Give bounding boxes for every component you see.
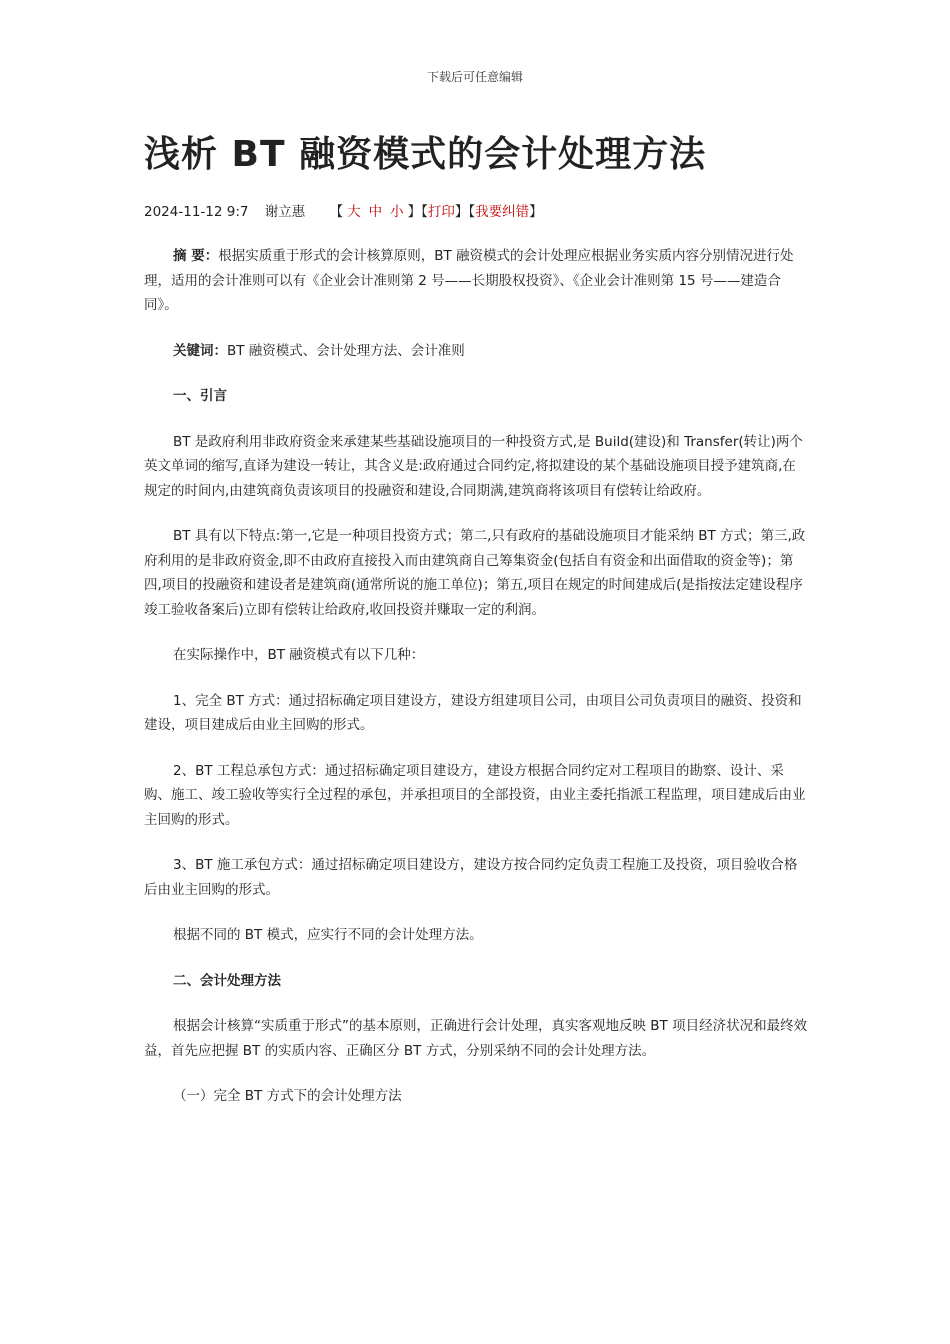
bracket-close: 】: [529, 204, 543, 220]
bracket-close: 】: [407, 204, 422, 220]
bracket-open: 【: [329, 204, 344, 220]
section-heading-introduction: 一、引言: [173, 388, 227, 404]
print-link[interactable]: 打印: [427, 204, 455, 220]
report-error-link[interactable]: 我要纠错: [475, 204, 530, 220]
font-size-small-link[interactable]: 小: [390, 204, 404, 220]
abstract-text: 根据实质重于形式的会计核算原则，BT 融资模式的会计处理应根据业务实质内容分别情况进行处理，适用的会计准则可以有《企业会计准则第 2 号——长期股权投资》、《企业会计准则第 15 号——建造合同》。: [144, 248, 794, 313]
abstract-paragraph: [144, 244, 808, 318]
bracket-open: 【: [468, 204, 476, 220]
header-note: 下载后可任意编辑: [426, 70, 523, 84]
bracket-open: 【: [421, 204, 428, 220]
intro-paragraph: BT 是政府利用非政府资金来承建某些基础设施项目的一种投资方式,是 Build(建设)和 Transfer(转让)两个英文单词的缩写,直译为建设一转让，其含义是:政府通过合同约定,将拟建设的某个基础设施项目授予建筑商,在规定的时间内,由建筑商负责该项目的投融资和建设,合同期满,建筑商将该项目有偿转让给政府。: [144, 433, 803, 499]
types-intro-paragraph: 在实际操作中，BT 融资模式有以下几种：: [173, 647, 425, 663]
subsection-heading-full-bt: （一）完全 BT 方式下的会计处理方法: [173, 1088, 402, 1104]
keywords-label: 关键词：: [173, 342, 227, 359]
features-paragraph: BT 具有以下特点:第一,它是一种项目投资方式；第二,只有政府的基础设施项目才能采纳 BT 方式；第三,政府利用的是非政府资金,即不由政府直接投入而由建筑商自己筹集资金(包括自有资金和出面借取的资金等)；第四,项目的投融资和建设者是建筑商(通常所说的施工单位)；第五,项目在规定的时间建成后(是指按法定建设程序竣工验收备案后)立即有偿转让给政府,收回投资并赚取一定的利润。: [144, 528, 806, 618]
font-size-medium-link[interactable]: 中: [368, 204, 383, 220]
publish-date: 2024-11-12 9:7: [144, 204, 249, 220]
type-2-paragraph: 2、BT 工程总承包方式：通过招标确定项目建设方，建设方根据合同约定对工程项目的勘察、设计、采购、施工、竣工验收等实行全过程的承包，并承担项目的全部投资，由业主委托指派工程监理，项目建成后由业主回购的形式。: [144, 762, 806, 828]
principle-paragraph: 根据会计核算“实质重于形式”的基本原则，正确进行会计处理，真实客观地反映 BT 项目经济状况和最终效益，首先应把握 BT 的实质内容、正确区分 BT 方式，分别采纳不同的会计处理方法。: [144, 1018, 808, 1059]
article-body: [144, 244, 808, 1130]
author-name: 谢立惠: [264, 204, 306, 220]
font-size-large-link[interactable]: 大: [347, 204, 361, 220]
article-title: 浅析 BT 融资模式的会计处理方法: [144, 134, 707, 175]
report-error-tool: [468, 204, 542, 220]
keywords-text: BT 融资模式、会计处理方法、会计准则: [227, 342, 465, 359]
article-meta: [144, 200, 543, 220]
abstract-label: 摘 要：: [173, 248, 219, 264]
conclusion-paragraph: 根据不同的 BT 模式，应实行不同的会计处理方法。: [173, 927, 483, 943]
section-heading-accounting-methods: 二、会计处理方法: [173, 972, 281, 989]
type-1-paragraph: 1、完全 BT 方式：通过招标确定项目建设方，建设方组建项目公司，由项目公司负责项目的融资、投资和建设，项目建成后由业主回购的形式。: [144, 692, 802, 733]
print-tool: [421, 204, 468, 220]
bracket-close: 】: [454, 204, 469, 220]
type-3-paragraph: 3、BT 施工承包方式：通过招标确定项目建设方，建设方按合同约定负责工程施工及投资，项目验收合格后由业主回购的形式。: [144, 857, 798, 898]
keywords-paragraph: [144, 339, 808, 364]
font-size-tools: [330, 204, 422, 220]
